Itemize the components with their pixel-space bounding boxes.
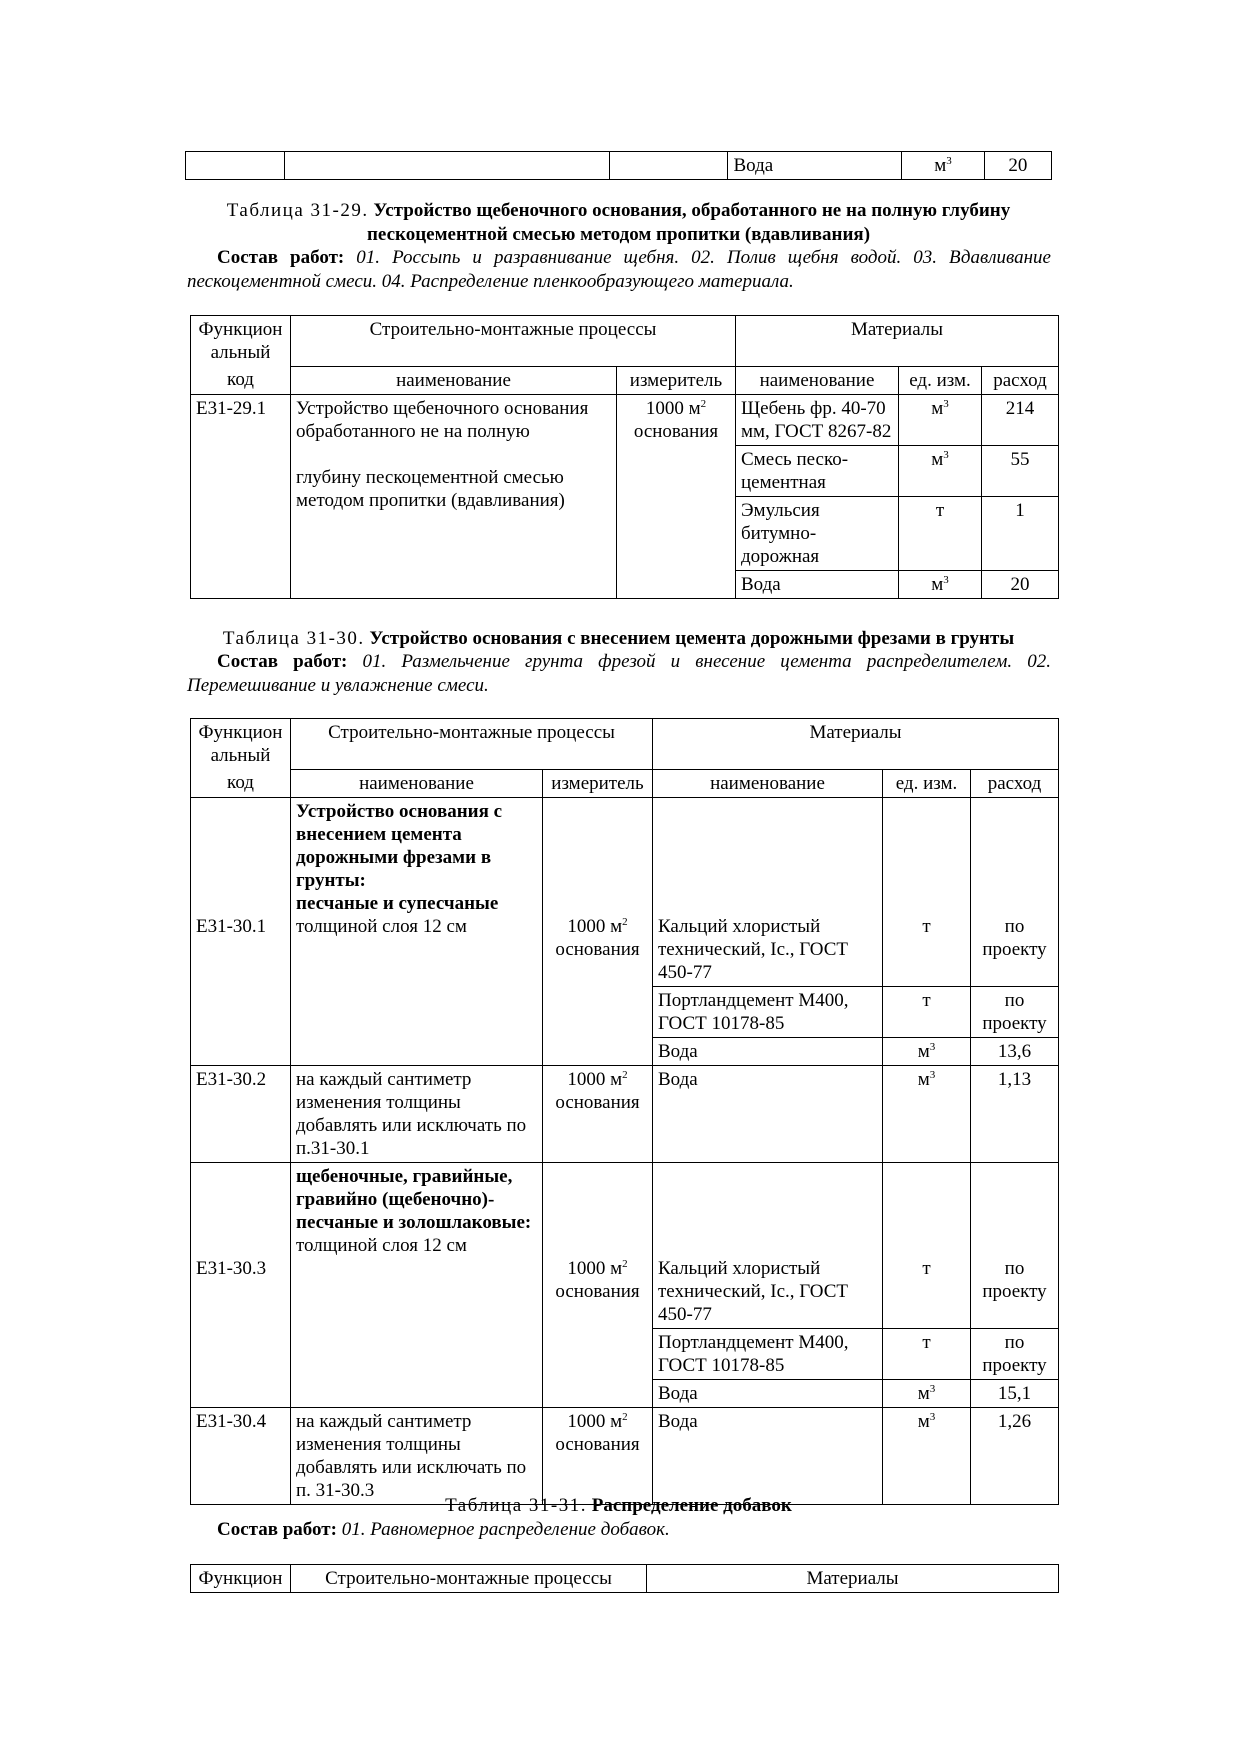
header-material-name: наименование <box>653 769 883 797</box>
table-31-30-work-composition: Состав работ: 01. Размельчение грунта фрезой и внесение цемента распределителем. 02. Перемешивание и увлажнение смеси. <box>187 651 1051 696</box>
material-amount: по проекту <box>971 986 1059 1037</box>
row-code: Е31-30.1 <box>191 797 291 1065</box>
material-unit: т <box>883 1162 971 1328</box>
row-process: Устройство основания с внесением цемента дорожными фрезами в грунты: песчаные и супесчаные толщиной слоя 12 см <box>291 797 543 1065</box>
row-measure: 1000 $м^2$ основания <box>543 1407 653 1504</box>
header-code-cont: код <box>191 769 291 797</box>
header-processes: Строительно-монтажные процессы <box>291 316 736 367</box>
material-unit: $м^3$ <box>883 1407 971 1504</box>
table-31-29-work-composition: Состав работ: 01. Россыпь и разравнивание щебня. 02. Полив щебня водой. 03. Вдавливание пескоцементной смеси. 04. Распределение пленкообразующего материала. <box>187 247 1051 292</box>
material-amount: 1,26 <box>971 1407 1059 1504</box>
row-process: Устройство щебеночного основания обработанного не на полную глубину пескоцементной смесью методом пропитки (вдавливания) <box>291 394 617 598</box>
row-process: щебеночные, гравийные, гравийно (щебеночно)-песчаные и золошлаковые: толщиной слоя 12 см <box>291 1162 543 1407</box>
header-materials: Материалы <box>736 316 1059 367</box>
material-name: Эмульсия битумно-дорожная <box>736 496 899 570</box>
row-code: Е31-29.1 <box>191 394 291 598</box>
material-name: Кальций хлористый технический, Iс., ГОСТ 450-77 <box>653 797 883 986</box>
row-measure: 1000 $м^2$ основания <box>543 1162 653 1407</box>
header-measure: измеритель <box>617 366 736 394</box>
material-name: Вода <box>653 1065 883 1162</box>
material-unit: $м^3$ <box>899 570 982 598</box>
table-31-31-work-composition: Состав работ: 01. Равномерное распределение добавок. <box>217 1519 670 1540</box>
header-processes: Строительно-монтажные процессы <box>291 1565 647 1593</box>
material-amount: 15,1 <box>971 1379 1059 1407</box>
header-name: наименование <box>291 769 543 797</box>
header-code-cont: код <box>191 366 291 394</box>
table-row <box>191 394 1059 445</box>
table-31-31-caption: Таблица 31-31. Распределение добавок <box>445 1495 792 1516</box>
material-amount: 1,13 <box>971 1065 1059 1162</box>
header-unit: ед. изм. <box>899 366 982 394</box>
header-measure: измеритель <box>543 769 653 797</box>
header-processes: Строительно-монтажные процессы <box>291 719 653 770</box>
material-unit: $м^3$ <box>883 1065 971 1162</box>
material-name: Кальций хлористый технический, Iс., ГОСТ 450-77 <box>653 1162 883 1328</box>
table-row <box>191 1407 1059 1504</box>
row-process: на каждый сантиметр изменения толщины добавлять или исключать по п. 31-30.3 <box>291 1407 543 1504</box>
header-unit: ед. изм. <box>883 769 971 797</box>
material-unit: $м^3$ <box>902 152 984 180</box>
material-amount: 20 <box>982 570 1059 598</box>
material-name: Щебень фр. 40-70 мм, ГОСТ 8267-82 <box>736 394 899 445</box>
row-code: Е31-30.2 <box>191 1065 291 1162</box>
material-name: Вода <box>653 1379 883 1407</box>
header-amount: расход <box>971 769 1059 797</box>
material-name: Портландцемент М400, ГОСТ 10178-85 <box>653 986 883 1037</box>
table-row <box>191 1162 1059 1328</box>
material-unit: т <box>883 1328 971 1379</box>
row-measure: 1000 $м^2$ основания <box>543 1065 653 1162</box>
material-unit: т <box>883 986 971 1037</box>
material-amount: 214 <box>982 394 1059 445</box>
material-unit: $м^3$ <box>883 1379 971 1407</box>
table-31-29-caption: Таблица 31-29. Устройство щебеночного основания, обработанного не на полную глубину пескоцементной смесью методом пропитки (вдавливания) <box>226 200 1011 245</box>
material-unit: $м^3$ <box>899 445 982 496</box>
material-amount: по проекту <box>971 1328 1059 1379</box>
header-code: Функцион альный <box>191 719 291 770</box>
row-process: на каждый сантиметр изменения толщины добавлять или исключать по п.31-30.1 <box>291 1065 543 1162</box>
material-amount: по проекту <box>971 797 1059 986</box>
table-31-29 <box>190 315 1059 599</box>
row-code: Е31-30.4 <box>191 1407 291 1504</box>
header-materials: Материалы <box>653 719 1059 770</box>
material-unit: т <box>883 797 971 986</box>
material-unit: т <box>899 496 982 570</box>
material-name: Вода <box>736 570 899 598</box>
material-amount: 55 <box>982 445 1059 496</box>
material-name: Смесь песко-цементная <box>736 445 899 496</box>
table-31-30-caption: Таблица 31-30. Устройство основания с внесением цемента дорожными фрезами в грунты <box>222 628 1015 649</box>
material-amount: 20 <box>984 152 1051 180</box>
material-amount: по проекту <box>971 1162 1059 1328</box>
table-31-31 <box>190 1564 1059 1593</box>
row-code: Е31-30.3 <box>191 1162 291 1407</box>
table-row <box>191 1065 1059 1162</box>
table-row <box>191 797 1059 986</box>
material-unit: $м^3$ <box>899 394 982 445</box>
material-amount: 1 <box>982 496 1059 570</box>
material-name: Портландцемент М400, ГОСТ 10178-85 <box>653 1328 883 1379</box>
continuation-table <box>185 151 1052 180</box>
header-amount: расход <box>982 366 1059 394</box>
header-name: наименование <box>291 366 617 394</box>
table-31-30 <box>190 718 1059 1505</box>
material-unit: $м^3$ <box>883 1037 971 1065</box>
row-measure: 1000 $м^2$ основания <box>617 394 736 598</box>
header-code: Функцион альный <box>191 316 291 367</box>
header-code: Функцион <box>191 1565 291 1593</box>
header-material-name: наименование <box>736 366 899 394</box>
header-materials: Материалы <box>647 1565 1059 1593</box>
row-measure: 1000 $м^2$ основания <box>543 797 653 1065</box>
material-name: Вода <box>653 1407 883 1504</box>
material-name: Вода <box>653 1037 883 1065</box>
material-amount: 13,6 <box>971 1037 1059 1065</box>
material-name: Вода <box>728 152 902 180</box>
